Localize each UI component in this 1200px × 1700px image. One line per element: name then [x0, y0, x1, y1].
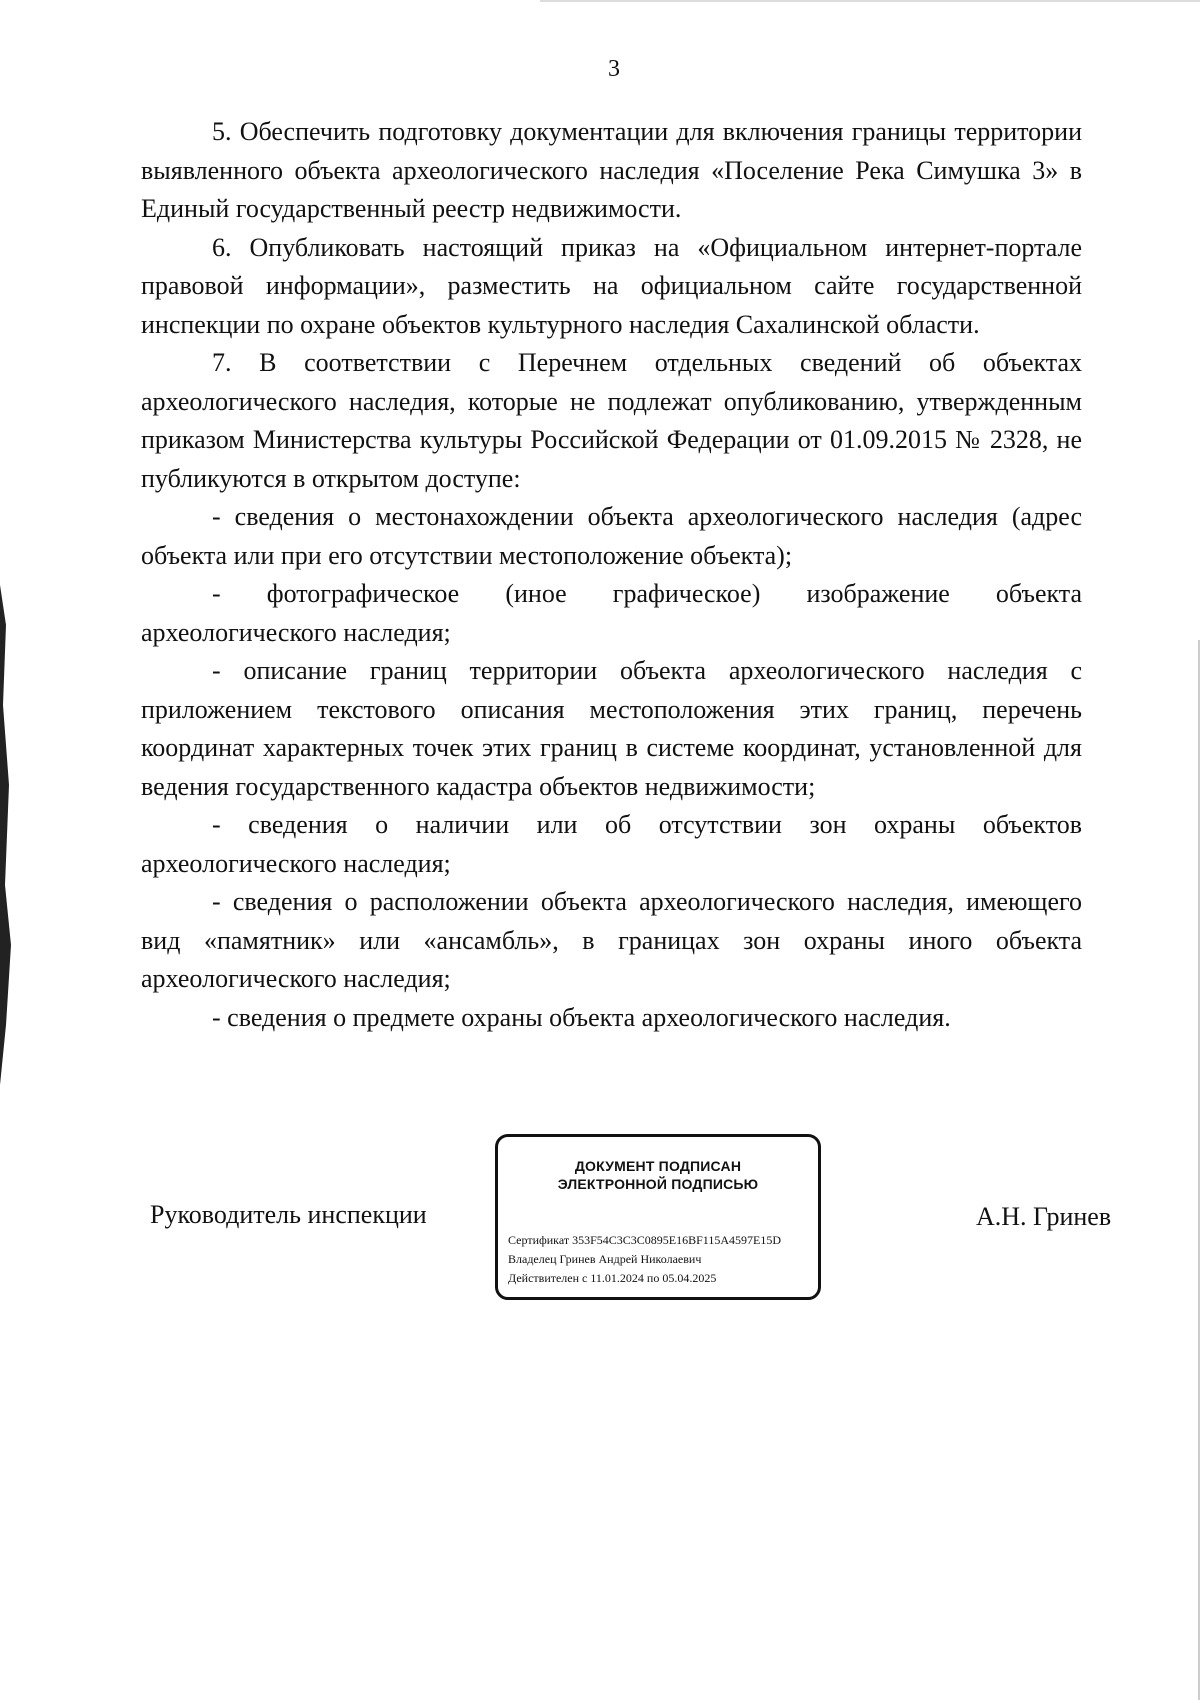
stamp-title-line-1: ДОКУМЕНТ ПОДПИСАН	[574, 1158, 742, 1174]
list-item-photo: - фотографическое (иное графическое) изображение объекта археологического наследия;	[141, 579, 1082, 647]
signatory-name: А.Н. Гринев	[976, 1202, 1112, 1231]
scan-edge-top	[540, 0, 1200, 2]
paragraph-7: 7. В соответствии с Перечнем отдельных сведений об объектах археологического наследия, которые не подлежат опубликованию, утвержденным приказом Министерства культуры Российской Федерации от 01.09.2015 № 2328, не публикуются в открытом доступе:	[141, 348, 1082, 493]
stamp-owner: Владелец Гринев Андрей Николаевич	[508, 1252, 702, 1266]
list-item-zones: - сведения о наличии или об отсутствии зон охраны объектов археологического наследия;	[141, 810, 1082, 878]
page-number: 3	[608, 56, 620, 82]
paragraph-6: 6. Опубликовать настоящий приказ на «Официальном интернет-портале правовой информации», разместить на официальном сайте государственной инспекции по охране объектов культурного наследия Сахалинской области.	[141, 232, 1082, 339]
stamp-title	[498, 1157, 818, 1193]
stamp-details	[508, 1231, 781, 1288]
paragraph-5: 5. Обеспечить подготовку документации для включения границы территории выявленного объекта археологического наследия «Поселение Река Симушка 3» в Единый государственный реестр недвижимости.	[141, 117, 1082, 223]
list-item-placement: - сведения о расположении объекта археологического наследия, имеющего вид «памятник» или «ансамбль», в границах зон охраны иного объекта археологического наследия;	[141, 887, 1082, 993]
stamp-validity: Действителен с 11.01.2024 по 05.04.2025	[508, 1271, 717, 1285]
list-item-boundaries: - описание границ территории объекта археологического наследия с приложением текстового описания местоположения этих границ, перечень координат характерных точек этих границ в системе координат, установленной для ведения государственного кадастра объектов недвижимости;	[141, 656, 1082, 801]
scan-edge-mark	[0, 585, 14, 1085]
list-item-subject: - сведения о предмете охраны объекта археологического наследия.	[212, 1002, 951, 1032]
list-item-location: - сведения о местонахождении объекта археологического наследия (адрес объекта или при его отсутствии местоположение объекта);	[141, 502, 1082, 570]
electronic-signature-stamp	[495, 1134, 821, 1300]
document-body	[141, 113, 1082, 1037]
signatory-position: Руководитель инспекции	[150, 1200, 427, 1229]
stamp-certificate: Сертификат 353F54C3C3C0895E16BF115A4597E15D	[508, 1233, 781, 1247]
stamp-title-line-2: ЭЛЕКТРОННОЙ ПОДПИСЬЮ	[557, 1176, 759, 1192]
